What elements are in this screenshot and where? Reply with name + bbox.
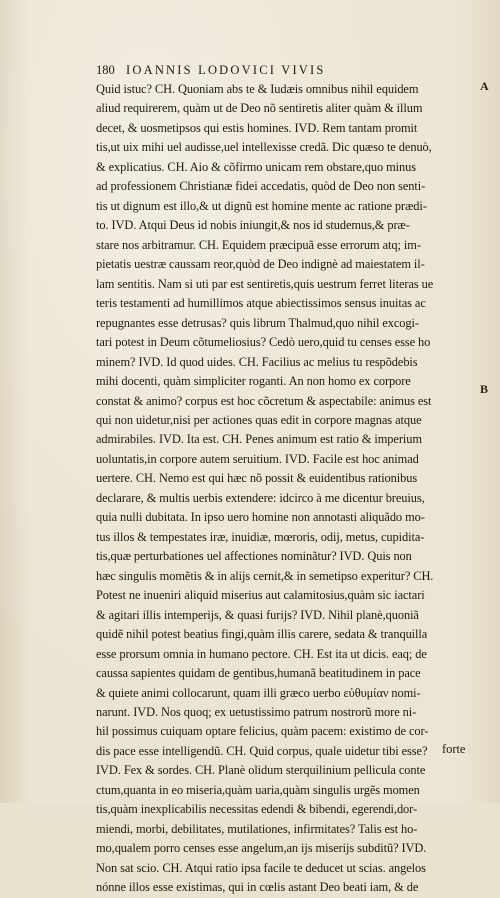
- text-line: ad professionem Christianæ fidei accedatis, quòd de Deo non senti-: [96, 179, 426, 194]
- text-line: Potest ne inueniri aliquid miserius aut calamitosius,quàm sic iactari: [96, 588, 425, 603]
- text-line: Quid istuc? CH. Quoniam abs te & Iudæis omnibus nihil equidem: [96, 82, 419, 96]
- text-line: lam sentitis. Nam si uti par est sentiretis,quis uestrum ferret literas ue: [96, 276, 434, 291]
- text-line: declarare, & multis uerbis extendere: idcirco à me dicentur breuius,: [96, 490, 425, 505]
- text-line: IVD. Fex & sordes. CH. Planè olidum sterquilinium pellicula conte: [96, 763, 426, 778]
- text-line: tari potest in Deum cõtumeliosius? Cedò uero,quid tu censes esse ho: [96, 335, 431, 350]
- text-line: tus illos & tempestates iræ, inuidiæ, mœroris, odij, metus, cupidita-: [96, 529, 425, 544]
- text-line: & explicatius. CH. Aio & cõfirmo unicam rem obstare,quo minus: [96, 159, 416, 174]
- text-line: repugnantes esse detrusas? quis librum Thalmud,quo nihil excogi-: [96, 315, 419, 330]
- catchword: forte: [442, 742, 466, 756]
- text-line: pietatis uestræ caussam reor,quòd de Deo indignè ad maiestatem il-: [96, 257, 425, 272]
- text-line: qui non uidetur,nisi per actiones quas edit in corpore magnas atque: [96, 412, 422, 427]
- text-line: & quiete animi collocarunt, quam illi græco uerbo εὐθυμίαν nomi-: [96, 685, 421, 700]
- running-title: IOANNIS LODOVICI VIVIS: [126, 63, 326, 77]
- text-line: esse prorsum omnia in humano pectore. CH. Est ita ut dicis. eaq; de: [96, 646, 427, 661]
- text-line: hil possimus cuiquam optare felicius, quàm pacem: existimo de cor-: [96, 724, 429, 739]
- text-line: uoluntatis,in corpore autem seruitium. IVD. Facile est hoc animad: [96, 451, 419, 466]
- text-line: dis pace esse intelligendũ. CH. Quid corpus, quale uidetur tibi esse?: [96, 743, 428, 758]
- text-line: miendi, morbi, debilitates, mutilationes, infirmitates? Talis est ho-: [96, 821, 418, 836]
- text-line: decet, & uosmetipsos qui estis homines. IVD. Rem tantam promit: [96, 120, 418, 135]
- text-line: admirabiles. IVD. Ita est. CH. Penes animum est ratio & imperium: [96, 432, 422, 447]
- text-line: quidẽ nihil potest beatius fingi,quàm illis carere, sedata & tranquilla: [96, 627, 428, 642]
- text-line: quia nulli dubitata. In ipso uero homine non annotasti aliquãdo mo-: [96, 510, 425, 525]
- text-line: tis,ut uix mihi uel audisse,uel intellexisse credã. Dic quæso te denuò,: [96, 140, 432, 155]
- text-line: mo,qualem porro censes esse angelum,an ijs miserijs subditũ? IVD.: [96, 841, 427, 856]
- text-line: aliud requirerem, quàm ut de Deo nõ sentiretis aliter quàm & illum: [96, 101, 423, 116]
- text-line: & agitari illis intemperijs, & quasi furijs? IVD. Nihil planè,quoniã: [96, 607, 419, 622]
- text-line: to. IVD. Atqui Deus id nobis iniungit,& nos id studemus,& præ-: [96, 218, 410, 233]
- text-line: tis ut dignum est illo,& ut dignũ est homine mente ac ratione prædi-: [96, 198, 427, 213]
- text-line: tis,quæ perturbationes uel affectiones nominãtur? IVD. Quis non: [96, 549, 412, 564]
- text-line: tis,quàm inexplicabilis necessitas edendi & bibendi, egerendi,dor-: [96, 802, 418, 817]
- text-line: Non sat scio. CH. Atqui ratio ipsa facile te deducet ut scias. angelos: [96, 860, 426, 875]
- text-line: constat & animo? corpus est hoc cõcretum & aspectabile: animus est: [96, 393, 432, 408]
- text-line: ctum,quanta in eo miseria,quàm uaria,quàm singulis urgẽs momen: [96, 782, 420, 797]
- text-line: uertere. CH. Nemo est qui hæc nõ possit & euidentibus rationibus: [96, 471, 418, 486]
- page-header: [96, 60, 466, 80]
- body-text: [96, 80, 476, 898]
- text-line: hæc singulis momẽtis & in alijs cernit,& in semetipso experitur? CH.: [96, 568, 434, 583]
- margin-letter-a: A: [480, 79, 489, 93]
- text-line: narunt. IVD. Nos quoq; ex uetustissimo patrum nostrorũ more ni-: [96, 705, 417, 719]
- page-number: 180: [96, 63, 115, 77]
- text-line: stare nos arbitramur. CH. Equidem præcipuã esse errorum atq; im-: [96, 237, 421, 252]
- text-line: caussa sapientes quidam de gentibus,humanã beatitudinem in pace: [96, 666, 421, 681]
- text-line: minem? IVD. Id quod uides. CH. Facilius ac melius tu respõdebis: [96, 354, 418, 369]
- text-line: mihi docenti, quàm simpliciter roganti. An non homo ex corpore: [96, 374, 411, 389]
- text-line: nónne illos esse existimas, qui in cœlis astant Deo beati iam, & de: [96, 880, 419, 895]
- text-line: teris testamenti ad humillimos atque abiectissimos sensus inuitas ac: [96, 296, 426, 311]
- margin-letter-b: B: [480, 382, 489, 396]
